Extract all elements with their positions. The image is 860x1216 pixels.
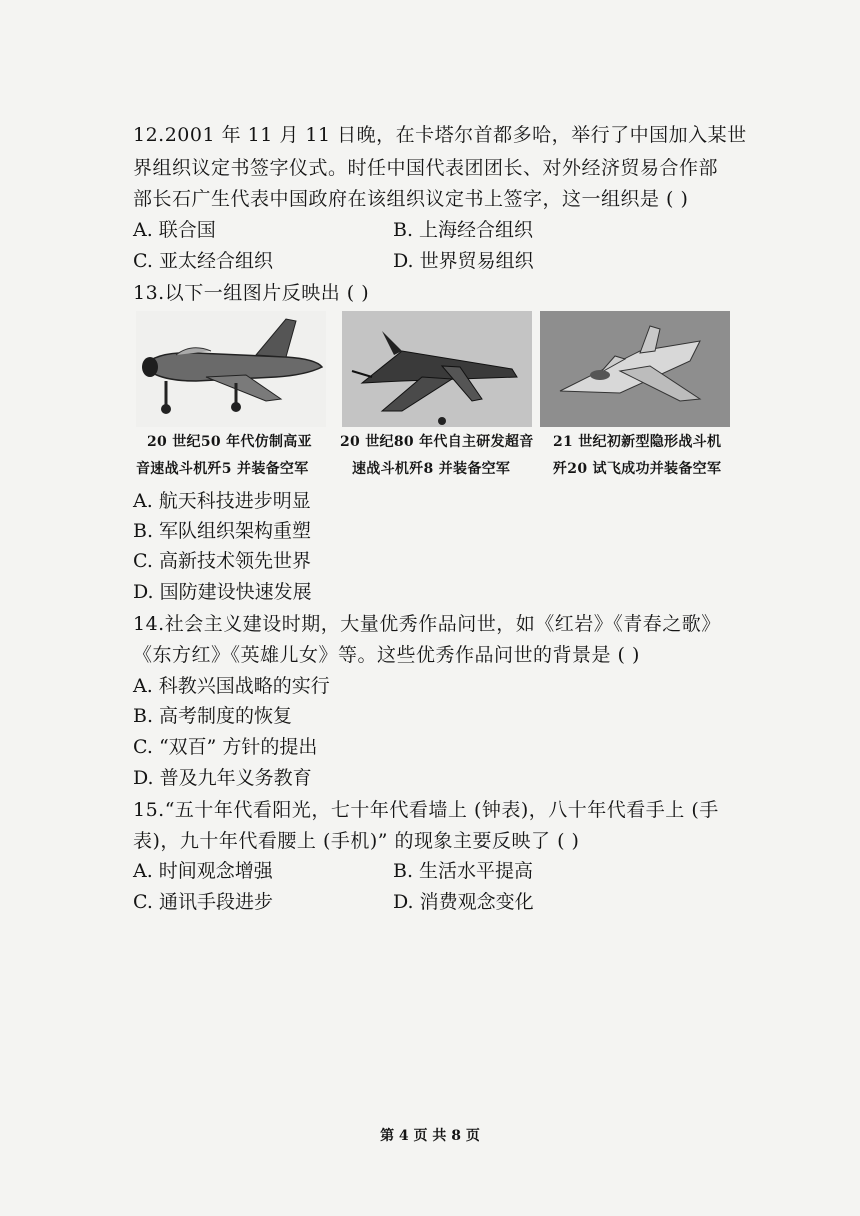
fighter-jet-icon <box>342 311 532 427</box>
q14-line-1: 14.社会主义建设时期，大量优秀作品问世，如《红岩》《青春之歌》 <box>133 613 721 635</box>
q14-option-a: A. 科教兴国战略的实行 <box>133 675 330 697</box>
caption-2-line-1: 20 世纪80 年代自主研发超音 <box>340 434 534 450</box>
q12-option-d: D. 世界贸易组织 <box>393 250 534 272</box>
page-number: 第 4 页 共 8 页 <box>380 1128 480 1144</box>
q12-option-b: B. 上海经合组织 <box>393 219 534 241</box>
caption-1-line-2: 音速战斗机歼5 并装备空军 <box>136 461 309 477</box>
q15-line-1: 15.“五十年代看阳光，七十年代看墙上 (钟表)，八十年代看手上 (手 <box>133 799 719 821</box>
caption-2-line-2: 速战斗机歼8 并装备空军 <box>352 461 511 477</box>
jet-j5-photo <box>136 311 326 427</box>
q15-option-b: B. 生活水平提高 <box>393 860 534 882</box>
fighter-jet-icon <box>136 311 326 427</box>
q15-option-d: D. 消费观念变化 <box>393 891 534 913</box>
q13-option-a: A. 航天科技进步明显 <box>133 490 311 512</box>
q14-option-b: B. 高考制度的恢复 <box>133 705 293 727</box>
q13-option-c: C. 高新技术领先世界 <box>133 550 311 572</box>
q15-line-2: 表)，九十年代看腰上 (手机)” 的现象主要反映了 ( ) <box>133 830 580 852</box>
q14-option-c: C. “双百” 方针的提出 <box>133 736 318 758</box>
caption-3-line-2: 歼20 试飞成功并装备空军 <box>553 461 722 477</box>
q13-option-b: B. 军队组织架构重塑 <box>133 520 312 542</box>
q12-line-3: 部长石广生代表中国政府在该组织议定书上签字，这一组织是 ( ) <box>133 188 689 210</box>
jet-j20-photo <box>540 311 730 427</box>
q15-option-c: C. 通讯手段进步 <box>133 891 273 913</box>
q14-line-2: 《东方红》《英雄儿女》等。这些优秀作品问世的背景是 ( ) <box>133 644 640 666</box>
q12-option-a: A. 联合国 <box>133 219 216 241</box>
fighter-jet-icon <box>540 311 730 427</box>
q12-line-1: 12.2001 年 11 月 11 日晚，在卡塔尔首都多哈，举行了中国加入某世 <box>133 124 747 146</box>
jet-j8-photo <box>342 311 532 427</box>
q13-stem: 13.以下一组图片反映出 ( ) <box>133 282 370 304</box>
q14-option-d: D. 普及九年义务教育 <box>133 767 312 789</box>
q15-option-a: A. 时间观念增强 <box>133 860 273 882</box>
q12-line-2: 界组织议定书签字仪式。时任中国代表团团长、对外经济贸易合作部 <box>133 157 719 179</box>
caption-3-line-1: 21 世纪初新型隐形战斗机 <box>553 434 722 450</box>
q13-option-d: D. 国防建设快速发展 <box>133 581 312 603</box>
caption-1-line-1: 20 世纪50 年代仿制高亚 <box>147 434 312 450</box>
q12-option-c: C. 亚太经合组织 <box>133 250 273 272</box>
